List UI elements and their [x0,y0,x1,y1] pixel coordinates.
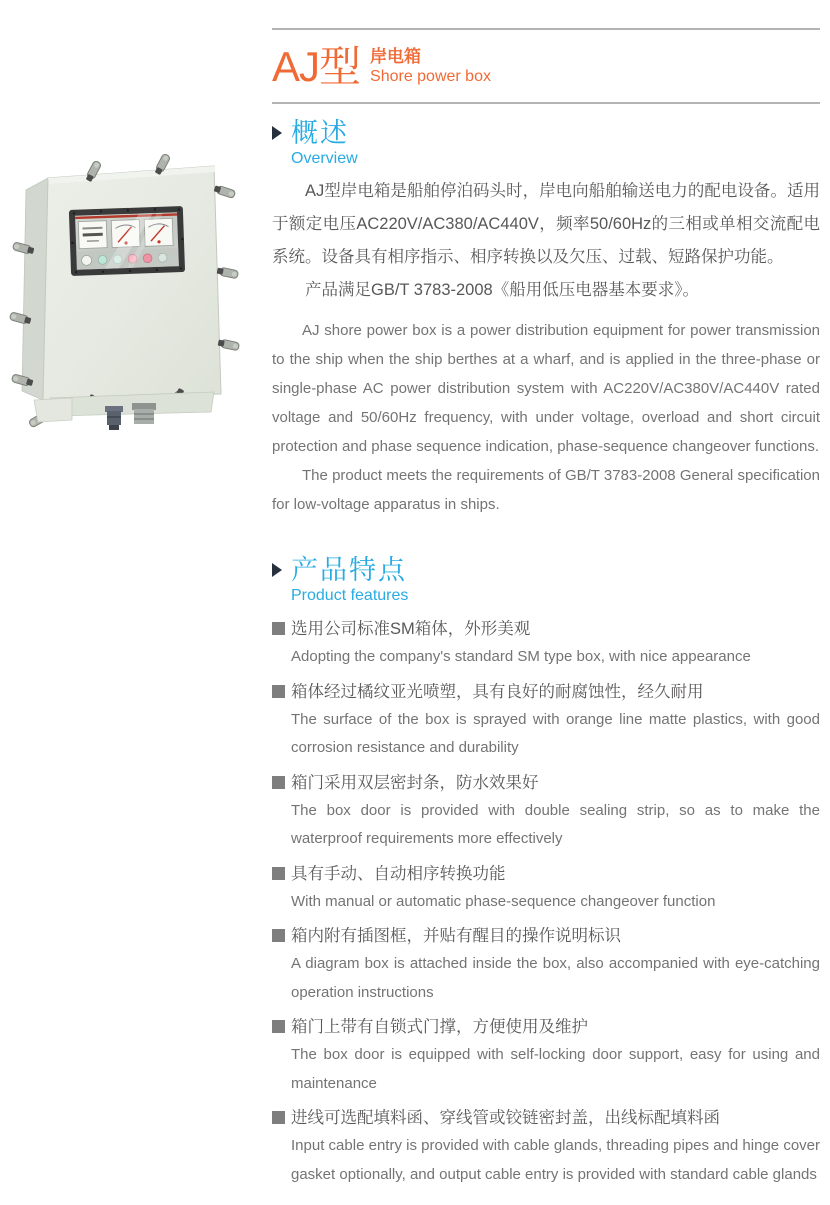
feature-zh [272,771,820,795]
model-name: AJ型 [272,43,361,90]
bullet-square-icon [272,685,285,698]
overview-english-paragraphs [272,316,820,519]
overview-titles [291,118,358,168]
overview-zh-paragraph: 产品满足GB/T 3783-2008《船用低压电器基本要求》。 [305,281,699,299]
features-title-en: Product features [291,587,409,604]
list-item [272,1106,820,1189]
overview-section [272,118,820,519]
box-front-face [43,166,221,400]
top-divider [272,28,820,30]
overview-title-en: Overview [291,150,358,167]
feature-zh-text: 选用公司标准SM箱体，外形美观 [291,620,531,638]
model-subtitle-en: Shore power box [370,68,491,85]
feature-zh-text: 箱内附有插图框，并贴有醒目的操作说明标识 [291,927,621,945]
feature-en-text: The box door is provided with double sealing strip, so as to make the waterproof requirements more effectively [291,801,820,847]
overview-en-paragraph: The product meets the requirements of GB/T 3783-2008 General specification for low-voltage apparatus in ships. [272,467,820,513]
bullet-square-icon [272,1020,285,1033]
features-list [272,617,820,1189]
feature-en-text: The box door is equipped with self-locking door support, easy for using and maintenance [291,1046,820,1092]
bullet-square-icon [272,867,285,880]
feature-en-text: With manual or automatic phase-sequence changeover function [291,892,716,910]
feature-en-text: A diagram box is attached inside the box, also accompanied with eye-catching operation instructions [291,955,820,1001]
title-divider [272,102,820,104]
feature-en-text: Input cable entry is provided with cable glands, threading pipes and hinge cover gasket optionally, and output cable entry is provided with standard cable glands [291,1137,820,1183]
feature-zh-text: 箱门上带有自锁式门撑，方便使用及维护 [291,1018,588,1036]
feature-zh-text: 箱体经过橘纹亚光喷塑，具有良好的耐腐蚀性，经久耐用 [291,682,704,701]
feature-zh [272,617,820,641]
list-item [272,862,820,917]
shore-power-box-illustration [8,148,260,450]
list-item [272,680,820,763]
cable-gland-1 [105,406,123,430]
feature-zh-text: 具有手动、自动相序转换功能 [291,864,506,883]
feature-zh [272,862,820,886]
feature-zh-text: 进线可选配填料函、穿线管或铰链密封盖，出线标配填料函 [291,1109,720,1127]
section-arrow-icon [272,563,282,577]
overview-en-paragraph: AJ shore power box is a power distribution equipment for power transmission to the ship when the ship berthes at a wharf, and is applied in the three-phase or single-phase AC power distribution system with AC220V/AC380V/AC440V rated voltage and 50/60Hz frequency, with under voltage, overload and short circuit protection and phase sequence indication, phase-sequence changeover functions. [272,322,820,455]
bullet-square-icon [272,776,285,789]
feature-en-text: Adopting the company's standard SM type box, with nice appearance [291,648,751,665]
overview-zh-paragraph: AJ型岸电箱是船舶停泊码头时，岸电向船舶输送电力的配电设备。适用于额定电压AC220V/AC380/AC440V，频率50/60Hz的三相或单相交流配电系统。设备具有相序指示、相序转换以及欠压、过载、短路保护功能。 [272,182,820,266]
cable-gland-2 [132,403,156,424]
analog-meter-1 [78,221,107,249]
product-photo [8,148,260,450]
feature-zh [272,1015,820,1039]
feature-zh [272,924,820,948]
feature-zh-text: 箱门采用双层密封条，防水效果好 [291,773,539,792]
overview-title-zh: 概述 [291,118,349,148]
list-item [272,771,820,854]
features-title-zh: 产品特点 [291,555,407,585]
features-titles [291,555,408,605]
features-section [272,555,820,1189]
feature-zh [272,680,820,704]
meter-window [69,206,185,276]
section-arrow-icon [272,126,282,140]
list-item [272,1015,820,1098]
feature-zh [272,1106,820,1130]
box-bottom-step [34,398,72,422]
model-subtitle [370,47,491,87]
product-title [272,45,820,89]
feature-en-text: The surface of the box is sprayed with orange line matte plastics, with good corrosion resistance and durability [291,710,820,756]
overview-header [272,118,820,168]
overview-chinese-paragraphs [272,175,820,307]
features-header [272,555,820,605]
content-column [272,0,820,1205]
bullet-square-icon [272,622,285,635]
bullet-square-icon [272,929,285,942]
list-item [272,924,820,1007]
list-item [272,617,820,672]
model-subtitle-zh: 岸电箱 [370,47,422,66]
